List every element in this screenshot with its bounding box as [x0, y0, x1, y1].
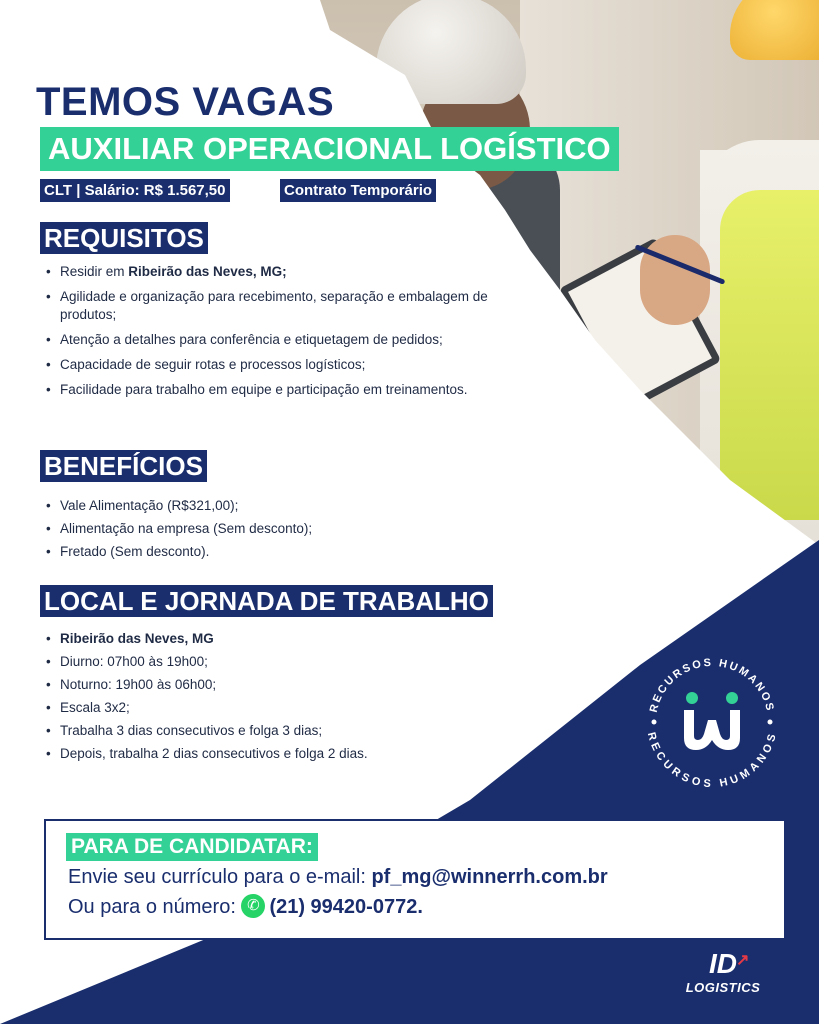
list-item: • Diurno: 07h00 às 19h00; [44, 653, 484, 671]
phone-link[interactable]: (21) 99420-0772. [269, 896, 423, 918]
beneficios-list [44, 497, 444, 566]
list-item: • Alimentação na empresa (Sem desconto); [44, 520, 444, 538]
arrow-icon: ↗ [736, 952, 750, 969]
list-item: • Ribeirão das Neves, MG [44, 630, 484, 648]
id-logistics-logo: ID ↗ LOGISTICS [685, 948, 761, 995]
requisitos-heading: REQUISITOS [40, 222, 208, 254]
local-heading: LOCAL E JORNADA DE TRABALHO [40, 585, 493, 617]
job-position-banner: AUXILIAR OPERACIONAL LOGÍSTICO [40, 127, 619, 171]
whatsapp-icon [241, 894, 265, 918]
list-item: • Noturno: 19h00 às 06h00; [44, 676, 484, 694]
apply-box [44, 819, 786, 940]
email-link[interactable]: pf_mg@winnerrh.com.br [371, 866, 608, 888]
salary-tag: CLT | Salário: R$ 1.567,50 [40, 179, 230, 202]
ring-text-bottom: RECURSOS HUMANOS [644, 730, 780, 791]
recursos-humanos-logo [636, 646, 788, 798]
list-item: • Vale Alimentação (R$321,00); [44, 497, 444, 515]
list-item: • Atenção a detalhes para conferência e etiquetagem de pedidos; [44, 331, 490, 349]
list-item: • Escala 3x2; [44, 699, 484, 717]
requisitos-list [44, 263, 584, 406]
list-item: • Agilidade e organização para recebimento, separação e embalagem de produtos; [44, 288, 490, 324]
list-item: • Residir em Ribeirão das Neves, MG; [44, 263, 584, 281]
contract-tag: Contrato Temporário [280, 179, 436, 202]
list-item: • Capacidade de seguir rotas e processos logísticos; [44, 356, 584, 374]
list-item: • Depois, trabalha 2 dias consecutivos e folga 2 dias. [44, 745, 484, 763]
list-item: • Fretado (Sem desconto). [44, 543, 444, 561]
phone-line: Ou para o número: ✆(21) 99420-0772. [68, 894, 423, 919]
email-line: Envie seu currículo para o e-mail: pf_mg@winnerrh.com.br [68, 866, 608, 888]
svg-text:RECURSOS HUMANOS [648, 657, 776, 714]
list-item: • Trabalha 3 dias consecutivos e folga 3 dias; [44, 722, 484, 740]
page-title: TEMOS VAGAS [36, 80, 335, 124]
local-list [44, 630, 484, 768]
winner-w-icon [684, 692, 740, 750]
ring-text-top: RECURSOS HUMANOS [647, 656, 777, 714]
list-item: • Facilidade para trabalho em equipe e participação em treinamentos. [44, 381, 584, 399]
apply-heading: PARA DE CANDIDATAR: [66, 833, 318, 861]
beneficios-heading: BENEFÍCIOS [40, 450, 207, 482]
